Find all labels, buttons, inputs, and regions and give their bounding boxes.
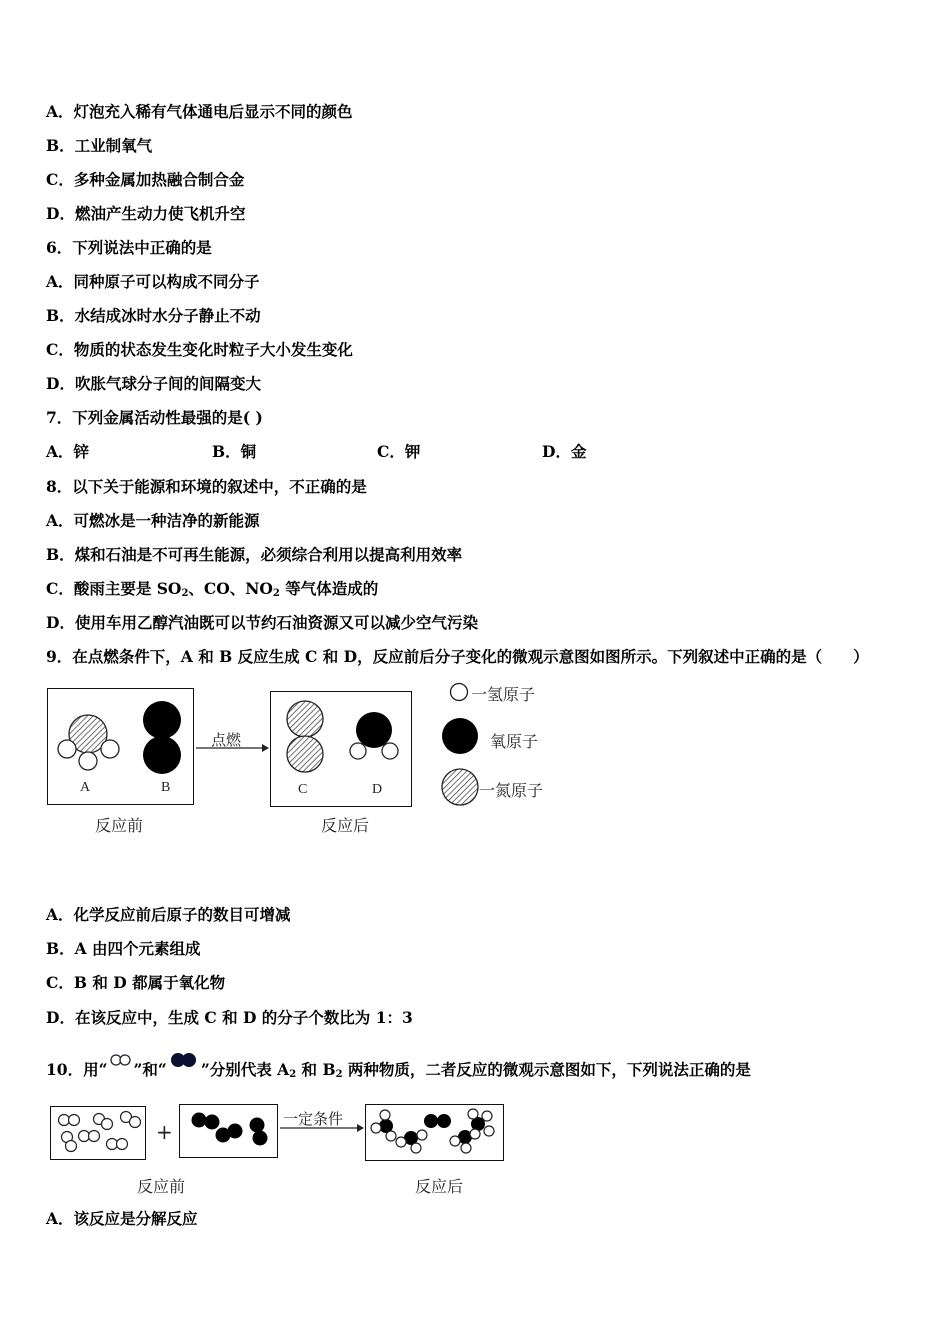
q9-molecule-b — [47, 688, 194, 805]
q9-legend-nitrogen-label: 一氮原子 — [479, 781, 544, 800]
q6-option-c: C．物质的状态发生变化时粒子大小发生变化 — [46, 340, 353, 359]
q9-label-b: B — [161, 780, 171, 795]
q6-option-a: A．同种原子可以构成不同分子 — [46, 272, 260, 291]
q10-sub1: 2 — [289, 1069, 297, 1080]
q10-b2-molecules — [179, 1104, 278, 1158]
q10-stem-pre: 10．用“ — [46, 1060, 108, 1079]
q10-reaction-arrow — [280, 1123, 364, 1135]
q10-option-a: A．该反应是分解反应 — [46, 1209, 198, 1228]
q8-option-d: D．使用车用乙醇汽油既可以节约石油资源又可以减少空气污染 — [46, 613, 478, 632]
q8-c-sub2: 2 — [272, 588, 280, 599]
q10-stem — [46, 1055, 751, 1085]
q5-option-c: C．多种金属加热融合制合金 — [46, 170, 245, 189]
q10-stem-post3: 两种物质，二者反应的微观示意图如下，下列说法正确的是 — [342, 1060, 751, 1079]
q6-option-d: D．吹胀气球分子间的间隔变大 — [46, 374, 261, 393]
q5-option-b: B．工业制氧气 — [46, 136, 153, 155]
q8-c-text-pre: C．酸雨主要是 SO — [46, 579, 182, 598]
q9-reaction-arrow — [196, 740, 270, 754]
q9-label-d: D — [372, 782, 383, 797]
q10-a2-molecules — [50, 1106, 146, 1160]
q6-stem: 6．下列说法中正确的是 — [46, 238, 212, 257]
q10-plus-sign: + — [156, 1120, 173, 1144]
q8-option-b: B．煤和石油是不可再生能源，必须综合利用以提高利用效率 — [46, 545, 463, 564]
q9-legend-oxygen-icon — [441, 717, 481, 757]
q10-a2-molecule-icon — [108, 1055, 134, 1077]
q10-stem-mid: ”和“ — [133, 1060, 167, 1079]
q7-option-b: B．铜 — [212, 442, 257, 461]
q9-legend-oxygen-label: 氧原子 — [490, 732, 539, 751]
q8-c-sub1: 2 — [181, 588, 189, 599]
q9-label-c: C — [298, 782, 308, 797]
q9-after-caption: 反应后 — [321, 816, 370, 835]
q9-legend-nitrogen-icon — [441, 768, 481, 808]
q7-option-a: A．锌 — [46, 442, 90, 461]
q9-legend-hydrogen-label: 一氢原子 — [471, 685, 536, 704]
q7-stem: 7．下列金属活动性最强的是( ) — [46, 408, 263, 427]
q9-condition-label: 点燃 — [211, 731, 242, 749]
q9-molecule-d — [270, 691, 412, 807]
q8-c-text-mid: 、CO、NO — [188, 579, 273, 598]
q10-sub2: 2 — [335, 1069, 343, 1080]
q8-option-c — [46, 579, 378, 604]
q7-option-d: D．金 — [542, 442, 587, 461]
q10-before-caption: 反应前 — [137, 1177, 186, 1196]
q10-stem-post1: ”分别代表 A — [200, 1060, 290, 1079]
q9-option-b: B．A 由四个元素组成 — [46, 939, 201, 958]
q10-stem-post2: 和 B — [296, 1060, 336, 1079]
q7-option-c: C．钾 — [377, 442, 421, 461]
q10-b2-molecule-icon — [167, 1055, 201, 1077]
q9-stem: 9．在点燃条件下，A 和 B 反应生成 C 和 D，反应前后分子变化的微观示意图如图所示。下列叙述中正确的是（ ） — [46, 647, 869, 666]
q8-c-text-post: 等气体造成的 — [279, 579, 379, 598]
q8-stem: 8．以下关于能源和环境的叙述中，不正确的是 — [46, 477, 367, 496]
q6-option-b: B．水结成冰时水分子静止不动 — [46, 306, 261, 325]
q9-before-caption: 反应前 — [95, 816, 144, 835]
q5-option-a: A．灯泡充入稀有气体通电后显示不同的颜色 — [46, 102, 353, 121]
q9-option-d: D．在该反应中，生成 C 和 D 的分子个数比为 1：3 — [46, 1008, 413, 1027]
q9-option-a: A．化学反应前后原子的数目可增减 — [46, 905, 291, 924]
q10-condition-label: 一定条件 — [283, 1110, 344, 1128]
q10-product-molecules — [365, 1104, 504, 1161]
q10-after-caption: 反应后 — [415, 1177, 464, 1196]
q9-label-a: A — [80, 780, 91, 795]
q9-legend-hydrogen-icon — [449, 681, 473, 705]
q9-option-c: C．B 和 D 都属于氧化物 — [46, 973, 226, 992]
q8-option-a: A．可燃冰是一种洁净的新能源 — [46, 511, 260, 530]
q5-option-d: D．燃油产生动力使飞机升空 — [46, 204, 246, 223]
